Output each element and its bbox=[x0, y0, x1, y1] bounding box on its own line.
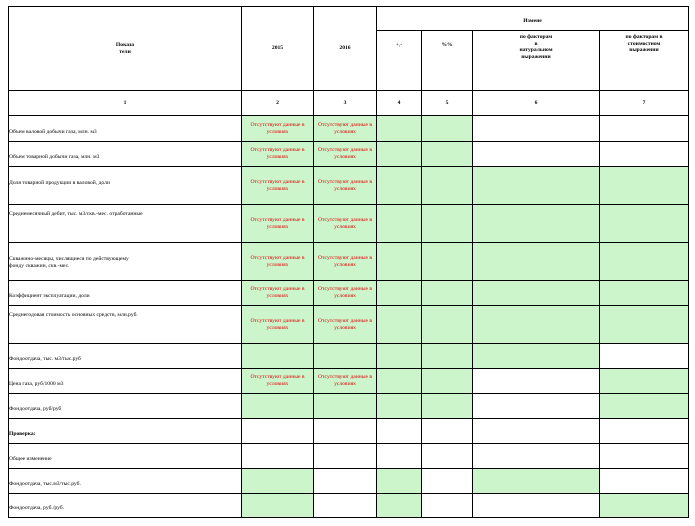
cell bbox=[422, 306, 473, 344]
cell bbox=[377, 394, 422, 419]
cell bbox=[242, 444, 314, 469]
cell bbox=[422, 344, 473, 369]
cell bbox=[600, 394, 689, 419]
row-label: Фондоотдача, руб./руб. bbox=[9, 494, 242, 518]
table-row bbox=[9, 243, 689, 281]
row-label: Скважино-месяцы, числящиеся по действующему фонду скважин, скв.-мес. bbox=[9, 243, 242, 281]
cell bbox=[314, 494, 377, 518]
cell bbox=[473, 369, 600, 394]
header-year-2015: 2015 bbox=[242, 7, 314, 91]
missing-data-note: Отсутствуют данные в условиях bbox=[242, 142, 314, 167]
missing-data-note: Отсутствуют данные в условиях bbox=[314, 243, 377, 281]
cell bbox=[377, 116, 422, 142]
cell bbox=[242, 394, 314, 419]
cell bbox=[242, 419, 314, 444]
cell bbox=[314, 444, 377, 469]
table-row bbox=[9, 494, 689, 518]
cell bbox=[422, 369, 473, 394]
cell bbox=[242, 494, 314, 518]
cell bbox=[377, 419, 422, 444]
cell bbox=[600, 419, 689, 444]
cell bbox=[314, 394, 377, 419]
cell bbox=[422, 243, 473, 281]
cell bbox=[473, 394, 600, 419]
cell bbox=[377, 369, 422, 394]
table-row bbox=[9, 116, 689, 142]
cell bbox=[600, 344, 689, 369]
cell bbox=[422, 469, 473, 494]
cell bbox=[600, 243, 689, 281]
table-row bbox=[9, 142, 689, 167]
cell bbox=[314, 419, 377, 444]
cell bbox=[377, 281, 422, 306]
cell bbox=[377, 142, 422, 167]
cell bbox=[473, 494, 600, 518]
row-label: Общее изменение bbox=[9, 444, 242, 469]
cell bbox=[242, 344, 314, 369]
missing-data-note: Отсутствуют данные в условиях bbox=[314, 142, 377, 167]
missing-data-note: Отсутствуют данные в условиях bbox=[242, 369, 314, 394]
cell bbox=[242, 469, 314, 494]
missing-data-note: Отсутствуют данные в условиях bbox=[242, 116, 314, 142]
column-number: 1 bbox=[9, 91, 242, 116]
cell bbox=[473, 142, 600, 167]
missing-data-note: Отсутствуют данные в условиях bbox=[242, 281, 314, 306]
table-row bbox=[9, 306, 689, 344]
cell bbox=[600, 494, 689, 518]
cell bbox=[473, 469, 600, 494]
column-number: 5 bbox=[422, 91, 473, 116]
row-label: Цена газа, руб/1000 м3 bbox=[9, 369, 242, 394]
cell bbox=[473, 281, 600, 306]
table-row bbox=[9, 369, 689, 394]
cell bbox=[422, 394, 473, 419]
cell bbox=[422, 281, 473, 306]
missing-data-note: Отсутствуют данные в условиях bbox=[314, 205, 377, 243]
table-row bbox=[9, 205, 689, 243]
cell bbox=[473, 344, 600, 369]
cell bbox=[473, 167, 600, 205]
cell bbox=[422, 444, 473, 469]
cell bbox=[473, 243, 600, 281]
cell bbox=[377, 344, 422, 369]
row-label: Фондоотдача, тыс. м3/тыс.руб bbox=[9, 344, 242, 369]
table-row bbox=[9, 469, 689, 494]
table-row bbox=[9, 444, 689, 469]
header-cost-factors: по факторам в стоимостном выражении bbox=[600, 31, 689, 91]
cell bbox=[473, 116, 600, 142]
cell bbox=[600, 281, 689, 306]
cell bbox=[422, 419, 473, 444]
page-header-fragment bbox=[300, 0, 410, 3]
row-label: Фондоотдача, тыс.м3/тыс.руб. bbox=[9, 469, 242, 494]
table-row bbox=[9, 344, 689, 369]
cell bbox=[600, 167, 689, 205]
cell bbox=[377, 494, 422, 518]
header-year-2016: 2016 bbox=[314, 7, 377, 91]
column-number: 4 bbox=[377, 91, 422, 116]
row-label: Доля товарной продукции в валовой, доли bbox=[9, 167, 242, 205]
column-number: 3 bbox=[314, 91, 377, 116]
missing-data-note: Отсутствуют данные в условиях bbox=[314, 167, 377, 205]
cell bbox=[600, 205, 689, 243]
row-label: Объем товарной добычи газа, млн. м3 bbox=[9, 142, 242, 167]
header-change: Измене bbox=[377, 7, 689, 31]
cell bbox=[422, 167, 473, 205]
cell bbox=[473, 205, 600, 243]
header-percent: %% bbox=[422, 31, 473, 91]
cell bbox=[600, 469, 689, 494]
cell bbox=[600, 369, 689, 394]
header-indicator: Показа тели bbox=[9, 7, 242, 91]
cell bbox=[377, 243, 422, 281]
row-label: Фондоотдача, руб/руб bbox=[9, 394, 242, 419]
table-row bbox=[9, 281, 689, 306]
row-label: Среднемесячный дебит, тыс. м3/скв.-мес. отработанные bbox=[9, 205, 242, 243]
cell bbox=[473, 444, 600, 469]
header-natural-factors: по факторам в натуральном выражении bbox=[473, 31, 600, 91]
cell bbox=[422, 116, 473, 142]
missing-data-note: Отсутствуют данные в условиях bbox=[242, 205, 314, 243]
cell bbox=[377, 306, 422, 344]
cell bbox=[377, 167, 422, 205]
cell bbox=[600, 444, 689, 469]
cell bbox=[377, 444, 422, 469]
cell bbox=[600, 116, 689, 142]
row-label: Проверка: bbox=[9, 419, 242, 444]
missing-data-note: Отсутствуют данные в условиях bbox=[242, 167, 314, 205]
cell bbox=[377, 205, 422, 243]
cell bbox=[600, 306, 689, 344]
cell bbox=[422, 142, 473, 167]
header-plus-minus: +,- bbox=[377, 31, 422, 91]
missing-data-note: Отсутствуют данные в условиях bbox=[314, 281, 377, 306]
cell bbox=[473, 419, 600, 444]
row-label: Объем валовой добычи газа, млн. м3 bbox=[9, 116, 242, 142]
missing-data-note: Отсутствуют данные в условиях bbox=[242, 243, 314, 281]
table-row bbox=[9, 394, 689, 419]
cell bbox=[377, 469, 422, 494]
cell bbox=[422, 494, 473, 518]
missing-data-note: Отсутствуют данные в условиях bbox=[314, 116, 377, 142]
row-label: Среднегодовая стоимость основных средств, млн.руб. bbox=[9, 306, 242, 344]
row-label: Коэффициент эксплуатации, доли bbox=[9, 281, 242, 306]
cell bbox=[473, 306, 600, 344]
table-row bbox=[9, 419, 689, 444]
missing-data-note: Отсутствуют данные в условиях bbox=[314, 306, 377, 344]
cell bbox=[314, 344, 377, 369]
column-number: 6 bbox=[473, 91, 600, 116]
analysis-table bbox=[8, 6, 689, 518]
column-number: 2 bbox=[242, 91, 314, 116]
cell bbox=[600, 142, 689, 167]
missing-data-note: Отсутствуют данные в условиях bbox=[314, 369, 377, 394]
table-row bbox=[9, 167, 689, 205]
cell bbox=[422, 205, 473, 243]
cell bbox=[314, 469, 377, 494]
column-number: 7 bbox=[600, 91, 689, 116]
missing-data-note: Отсутствуют данные в условиях bbox=[242, 306, 314, 344]
